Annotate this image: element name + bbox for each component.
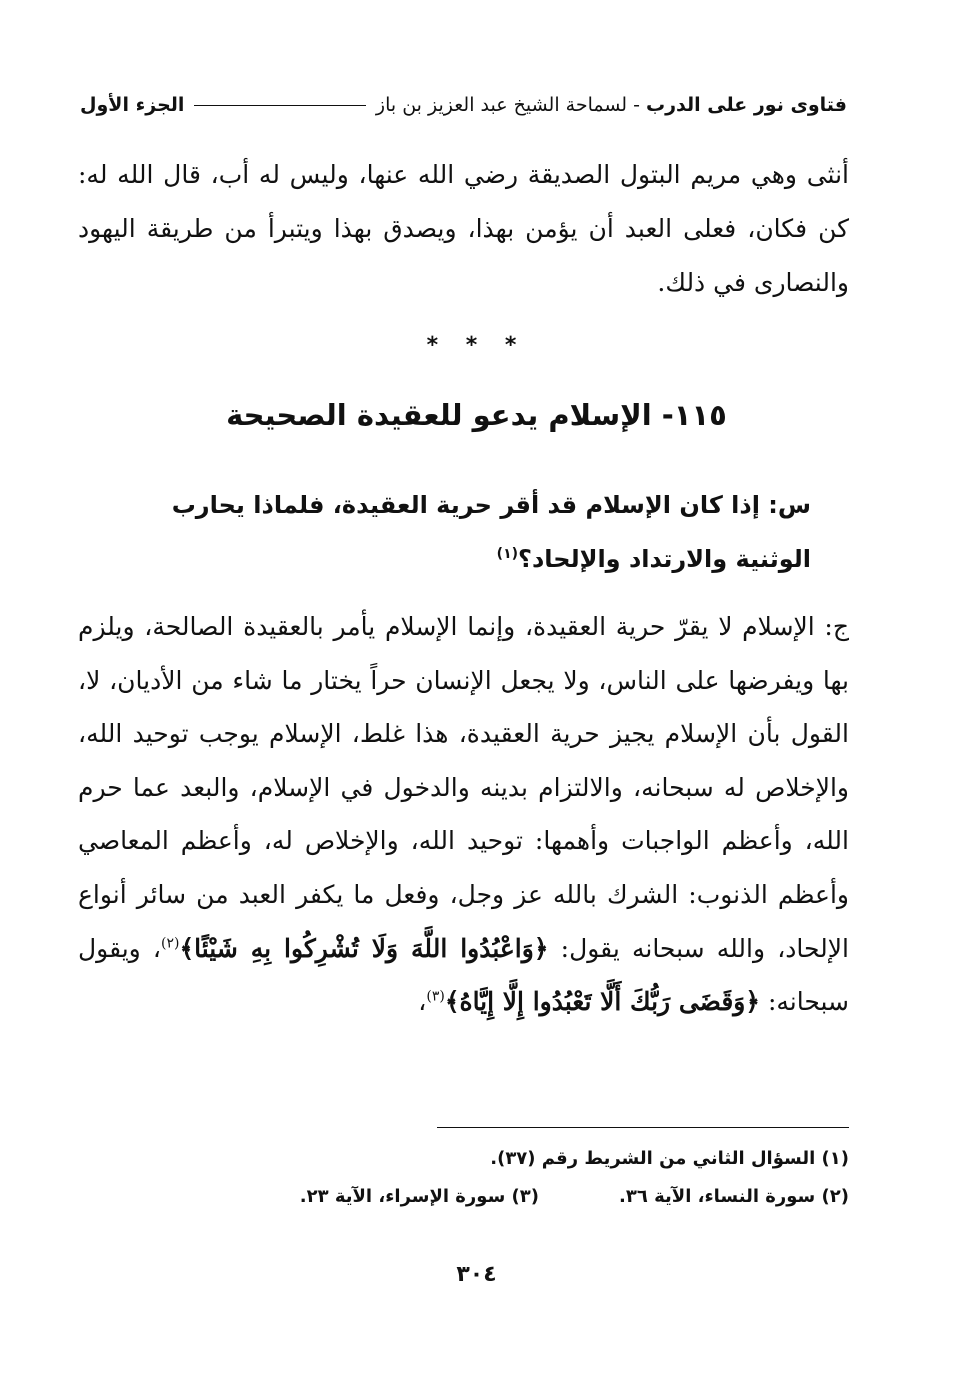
answer-text-part1: ج: الإسلام لا يقرّ حرية العقيدة، وإنما الإسلام يأمر بالعقيدة الصالحة، ويلزم بها ويفرضها على الناس، ولا يجعل الإنسان حراً يختار ما شاء من الأديان، لا، القول بأن الإسلام يجيز حرية العقيدة، هذا غلط، الإسلام يوجب توحيد الله، والإخلاص له سبحانه، والالتزام بدينه والدخول في الإسلام، والبعد عما حرم الله، وأعظم الواجبات وأهمها: توحيد الله، والإخلاص له، وأعظم المعاصي وأعظم الذنوب: الشرك بالله عز وجل، وفعل ما يكفر العبد من سائر أنواع الإلحاد، والله سبحانه يقول:	[78, 612, 850, 963]
answer-text-part2: ، ويقول سبحانه:	[78, 933, 849, 1017]
question-text: س: إذا كان الإسلام قد أقر حرية العقيدة، فلماذا يحارب الوثنية والارتداد والإلحاد؟	[171, 491, 811, 573]
quran-open-bracket-2: ﴿	[745, 987, 761, 1017]
quran-quote-1: وَاعْبُدُوا اللَّهَ وَلَا تُشْرِكُوا بِهِ شَيْئًا	[194, 933, 534, 963]
page-number: ٣٠٤	[456, 1262, 497, 1287]
quran-quote-2: وَقَضَى رَبُّكَ أَلَّا تَعْبُدُوا إِلَّا إِيَّاهُ	[459, 987, 746, 1017]
footnotes	[80, 1140, 849, 1216]
section-separator: * * *	[426, 333, 527, 358]
answer-tail: ،	[418, 987, 427, 1017]
quran-close-bracket-2: ﴾	[444, 987, 460, 1017]
footnote-3: (٣) سورة الإسراء، الآية ٢٣.	[299, 1186, 540, 1207]
quran-close-bracket-1: ﴾	[179, 933, 195, 963]
footnote-line-2	[80, 1178, 849, 1216]
question-paragraph	[100, 478, 811, 586]
running-header	[80, 88, 847, 122]
footnote-ref-2: (٢)	[161, 935, 180, 952]
header-rule	[194, 105, 365, 106]
fatwa-title: ١١٥- الإسلام يدعو للعقيدة الصحيحة	[226, 398, 727, 432]
footnote-2: (٢) سورة النساء، الآية ٣٦.	[619, 1186, 849, 1207]
header-part-label: الجزء الأول	[80, 94, 185, 116]
footnote-ref-1: (١)	[496, 546, 519, 562]
intro-paragraph: أنثى وهي مريم البتول الصديقة رضي الله عنها، وليس له أب، قال الله له: كن فكان، فعلى العبد أن يؤمن بهذا، ويصدق بهذا ويتبرأ من طريقة اليهود والنصارى في ذلك.	[78, 160, 849, 297]
header-book-title: فتاوى نور على الدرب	[646, 94, 847, 116]
answer-paragraph	[78, 600, 849, 1029]
footnote-line-1	[80, 1140, 849, 1178]
footnote-1: (١) السؤال الثاني من الشريط رقم (٣٧).	[490, 1148, 849, 1169]
footnote-rule	[437, 1127, 849, 1128]
header-author: - لسماحة الشيخ عبد العزيز بن باز	[375, 94, 640, 116]
quran-open-bracket-1: ﴿	[533, 933, 549, 963]
footnote-ref-3: (٣)	[426, 988, 445, 1005]
